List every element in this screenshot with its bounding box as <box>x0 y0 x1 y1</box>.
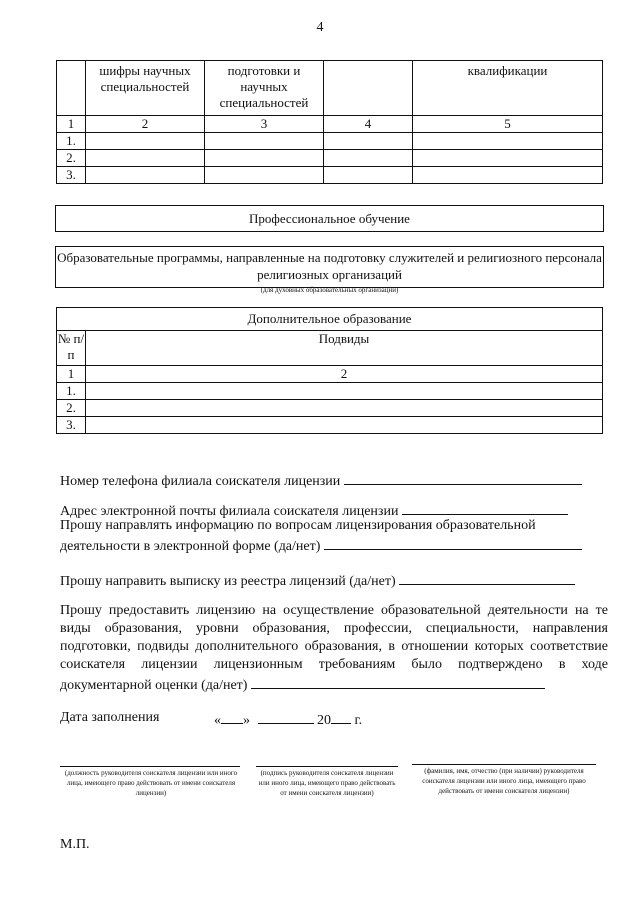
table-header-cell <box>324 61 413 116</box>
table-cell[interactable] <box>205 167 324 184</box>
table-cell[interactable] <box>86 383 603 400</box>
qualifications-table <box>56 60 603 184</box>
date-label: Дата заполнения <box>60 710 160 725</box>
table-cell: 2 <box>86 366 603 383</box>
date-month-field[interactable] <box>258 709 314 724</box>
table-cell[interactable] <box>324 150 413 167</box>
table-cell[interactable] <box>324 133 413 150</box>
table-cell: 1 <box>57 116 86 133</box>
table-header-cell: шифры научных специальностей <box>86 61 205 116</box>
religious-programs-box: Образовательные программы, направленные на подготовку служителей и религиозного персонала религиозных организаций <box>55 246 604 288</box>
table-header-cell: подготовки и научных специальностей <box>205 61 324 116</box>
table-cell[interactable] <box>86 400 603 417</box>
position-signature-line[interactable] <box>60 766 240 767</box>
phone-field[interactable] <box>344 470 582 485</box>
phone-row <box>60 470 582 491</box>
religious-programs-note: (для духовных образовательных организаций) <box>260 286 399 294</box>
full-name-signature-line[interactable] <box>412 764 596 765</box>
license-request-text: Прошу предоставить лицензию на осуществление образовательной деятельности на те виды образования, уровни образования, профессии, специальности, направления подготовки, подвиды дополнительного образования, в отношении которых соответствие соискателя лицензии лицензионным требованиям было подтверждено в ходе документарной оценки (да/нет) <box>60 603 608 693</box>
table-cell: 1. <box>57 133 86 150</box>
date-year-field[interactable] <box>331 709 351 724</box>
date-year-suffix: г. <box>354 713 363 728</box>
table-cell[interactable] <box>413 150 603 167</box>
extract-row <box>60 570 575 591</box>
stamp-label: М.П. <box>60 837 90 852</box>
table-header-cell: № п/п <box>57 331 86 366</box>
table-cell: 3 <box>205 116 324 133</box>
table-cell: 3. <box>57 417 86 434</box>
table-cell[interactable] <box>86 417 603 434</box>
date-open-quote: « <box>214 713 221 728</box>
license-request-paragraph <box>60 602 608 695</box>
table-cell[interactable] <box>324 167 413 184</box>
table-cell[interactable] <box>86 133 205 150</box>
table-cell: 5 <box>413 116 603 133</box>
table-cell[interactable] <box>205 150 324 167</box>
table-header-row <box>57 61 603 116</box>
email-label: Адрес электронной почты филиала соискателя лицензии <box>60 504 399 519</box>
date-row <box>214 709 362 730</box>
electronic-info-label: деятельности в электронной форме (да/нет) <box>60 539 321 554</box>
table-index-row <box>57 116 603 133</box>
table-row <box>57 417 603 434</box>
table-row <box>57 383 603 400</box>
date-close-quote: » <box>243 713 250 728</box>
page-number: 4 <box>316 20 324 35</box>
table-cell: 2. <box>57 150 86 167</box>
license-request-field[interactable] <box>251 674 545 689</box>
date-day-field[interactable] <box>221 709 243 724</box>
table-index-row <box>57 366 603 383</box>
table-cell[interactable] <box>86 167 205 184</box>
table-cell: 2. <box>57 400 86 417</box>
table-header-row <box>57 331 603 366</box>
table-row <box>57 133 603 150</box>
table-cell: 2 <box>86 116 205 133</box>
signature-line[interactable] <box>256 766 398 767</box>
electronic-info-line1: Прошу направлять информацию по вопросам лицензирования образовательной <box>60 518 536 533</box>
electronic-info-field[interactable] <box>324 535 582 550</box>
table-title: Дополнительное образование <box>57 308 603 331</box>
professional-training-box: Профессиональное обучение <box>55 205 604 232</box>
table-cell: 4 <box>324 116 413 133</box>
extract-field[interactable] <box>399 570 575 585</box>
table-header-cell: квалификации <box>413 61 603 116</box>
signature-note: (подпись руководителя соискателя лицензии или иного лица, имеющего право действовать от имени соискателя лицензии) <box>258 769 396 797</box>
extract-label: Прошу направить выписку из реестра лицензий (да/нет) <box>60 574 396 589</box>
table-row <box>57 150 603 167</box>
table-cell[interactable] <box>413 133 603 150</box>
full-name-note: (фамилия, имя, отчество (при наличии) руководителя соискателя лицензии или иного лица, имеющего право действовать от имени соискателя лицензии) <box>422 767 586 795</box>
table-cell[interactable] <box>205 133 324 150</box>
table-title-row <box>57 308 603 331</box>
table-cell: 3. <box>57 167 86 184</box>
table-cell[interactable] <box>86 150 205 167</box>
table-cell: 1 <box>57 366 86 383</box>
table-cell: 1. <box>57 383 86 400</box>
position-note: (должность руководителя соискателя лицензии или иного лица, имеющего право действовать от имени соискателя лицензии) <box>64 769 238 797</box>
table-row <box>57 167 603 184</box>
table-header-cell <box>57 61 86 116</box>
table-header-cell: Подвиды <box>86 331 603 366</box>
additional-education-table <box>56 307 603 434</box>
phone-label: Номер телефона филиала соискателя лицензии <box>60 474 341 489</box>
email-field[interactable] <box>402 500 568 515</box>
date-year-prefix: 20 <box>317 713 331 728</box>
electronic-info-row <box>60 535 582 556</box>
table-cell[interactable] <box>413 167 603 184</box>
table-row <box>57 400 603 417</box>
